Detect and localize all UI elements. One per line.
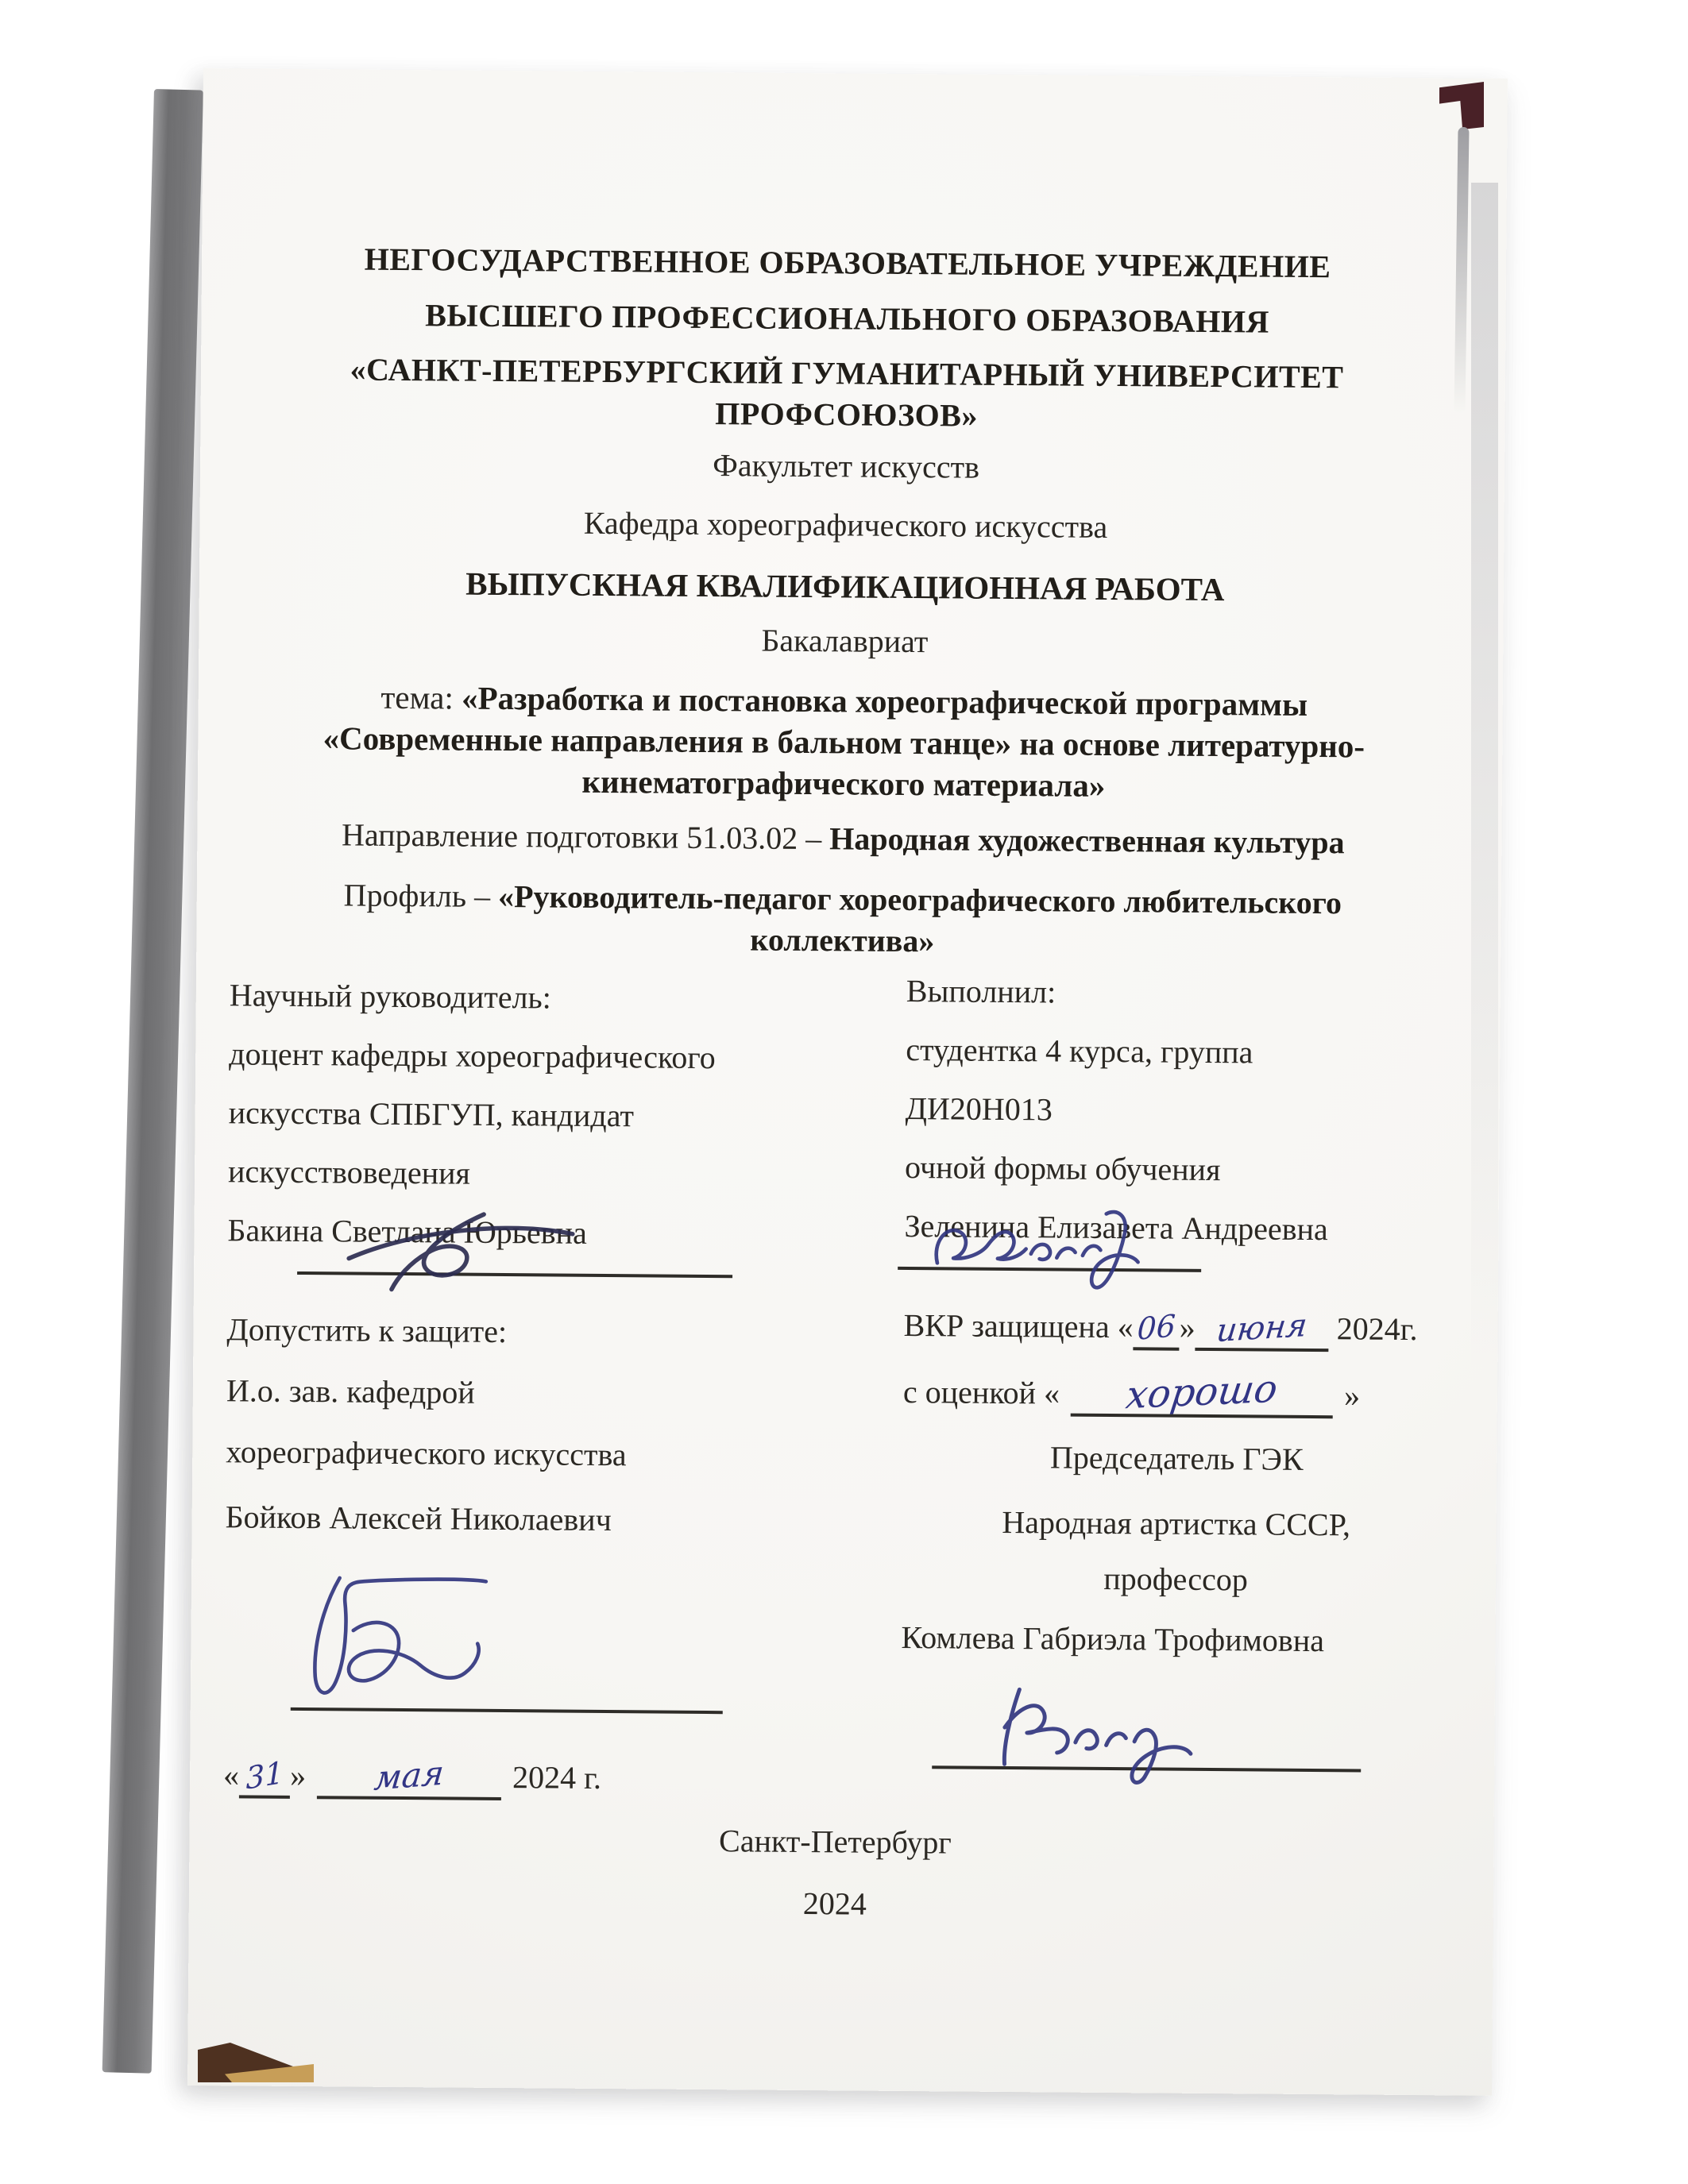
admission-line1: Допустить к защите: bbox=[226, 1311, 508, 1350]
executor-signature-area bbox=[904, 1246, 1452, 1274]
admission-signature bbox=[275, 1538, 539, 1727]
direction-value: Народная художественная культура bbox=[829, 820, 1345, 861]
defense-day-blank bbox=[1133, 1307, 1179, 1350]
org-name-line3: «САНКТ-ПЕТЕРБУРГСКИЙ ГУМАНИТАРНЫЙ УНИВЕРСИТЕТ ПРОФСОЮЗОВ» bbox=[350, 351, 1344, 434]
date-open-quote: « bbox=[222, 1757, 240, 1793]
handwritten-defense-day: 06 bbox=[1136, 1307, 1176, 1348]
theme-line2: «Современные направления в бальном танце» на основе литературно- bbox=[323, 720, 1365, 765]
grade-prefix: с оценкой bbox=[902, 1373, 1037, 1411]
executor-label: Выполнил: bbox=[906, 972, 1056, 1010]
year-line: 2024 bbox=[802, 1885, 867, 1922]
supervisor-label: Научный руководитель: bbox=[229, 977, 552, 1016]
executor-column bbox=[900, 972, 1454, 1808]
committee-line2: Народная артистка СССР, bbox=[1002, 1503, 1351, 1543]
executor-line2: ДИ20Н013 bbox=[905, 1090, 1053, 1128]
defense-open-quote: « bbox=[1117, 1309, 1134, 1345]
supervisor-line2: искусства СПБГУП, кандидат bbox=[228, 1094, 635, 1134]
profile-line2: коллектива» bbox=[750, 921, 935, 959]
degree-line: Бакалавриат bbox=[761, 622, 929, 660]
admission-signature-area bbox=[224, 1665, 901, 1715]
handwritten-defense-month: июня bbox=[1215, 1306, 1310, 1350]
defense-year: 2024г. bbox=[1336, 1310, 1418, 1348]
grade-blank bbox=[1071, 1366, 1333, 1419]
defense-prefix: ВКР защищена bbox=[903, 1306, 1110, 1345]
date-close-quote: » bbox=[289, 1757, 307, 1794]
supervisor-name: Бакина Светлана Юрьевна bbox=[227, 1212, 588, 1251]
document-page bbox=[187, 68, 1508, 2096]
defense-close-quote: » bbox=[1179, 1309, 1196, 1345]
committee-signature-area bbox=[900, 1724, 1448, 1773]
supervisor-line3: искусствоведения bbox=[227, 1153, 471, 1191]
theme-line3: кинематографического материала» bbox=[581, 762, 1106, 804]
signatories-block bbox=[222, 972, 1454, 1808]
committee-name: Комлева Габриэла Трофимовна bbox=[901, 1619, 1325, 1659]
org-name-line2: ВЫСШЕГО ПРОФЕССИОНАЛЬНОГО ОБРАЗОВАНИЯ bbox=[425, 297, 1270, 340]
executor-line1: студентка 4 курса, группа bbox=[906, 1031, 1253, 1071]
defense-line bbox=[903, 1306, 1451, 1352]
profile-text-line1: «Руководитель-педагог хореографического любительского bbox=[497, 878, 1342, 921]
admission-name: Бойков Алексей Николаевич bbox=[225, 1499, 612, 1538]
date-month-blank bbox=[317, 1755, 501, 1800]
handwritten-month: мая bbox=[373, 1753, 446, 1798]
page-edge-shade bbox=[1471, 183, 1498, 1374]
supervisor-signature-area bbox=[227, 1250, 904, 1279]
work-type-title: ВЫПУСКНАЯ КВАЛИФИКАЦИОННАЯ РАБОТА bbox=[465, 565, 1225, 608]
defense-month-blank bbox=[1195, 1308, 1328, 1352]
title-page-content bbox=[189, 68, 1508, 1929]
theme-text-line1: «Разработка и постановка хореографической программы bbox=[461, 679, 1308, 723]
admission-line2: И.о. зав. кафедрой bbox=[226, 1372, 475, 1410]
executor-line3: очной формы обучения bbox=[904, 1148, 1221, 1188]
committee-signature bbox=[971, 1650, 1234, 1792]
theme-label: тема: bbox=[380, 678, 454, 716]
handwritten-grade: хорошо bbox=[1123, 1366, 1280, 1418]
faculty-line: Факультет искусств bbox=[713, 447, 980, 485]
admission-line3: хореографического искусства bbox=[226, 1433, 627, 1473]
grade-line bbox=[902, 1366, 1451, 1419]
committee-line1: Председатель ГЭК bbox=[1049, 1439, 1304, 1477]
committee-line3: профессор bbox=[1103, 1560, 1249, 1598]
supervisor-column bbox=[223, 975, 906, 1804]
supervisor-signature bbox=[330, 1186, 593, 1299]
org-name-line1: НЕГОСУДАРСТВЕННОЕ ОБРАЗОВАТЕЛЬНОЕ УЧРЕЖДЕНИЕ bbox=[364, 241, 1331, 285]
direction-label: Направление подготовки 51.03.02 – bbox=[341, 816, 822, 857]
executor-signature bbox=[920, 1184, 1167, 1305]
grade-close-quote: » bbox=[1343, 1377, 1361, 1414]
folder-edge-strip bbox=[102, 89, 203, 2074]
date-year: 2024 г. bbox=[512, 1759, 602, 1796]
department-line: Кафедра хореографического искусства bbox=[583, 504, 1108, 545]
grade-open-quote: « bbox=[1043, 1375, 1060, 1411]
executor-name: Зеленина Елизавета Андреевна bbox=[904, 1207, 1328, 1248]
direction-line bbox=[230, 814, 1455, 863]
date-line bbox=[223, 1754, 900, 1804]
profile-label: Профиль – bbox=[343, 877, 491, 914]
handwritten-day: 31 bbox=[245, 1754, 284, 1796]
city-line: Санкт-Петербург bbox=[718, 1823, 952, 1861]
date-day-blank bbox=[239, 1755, 290, 1799]
supervisor-line1: доцент кафедры хореографического bbox=[229, 1036, 716, 1076]
